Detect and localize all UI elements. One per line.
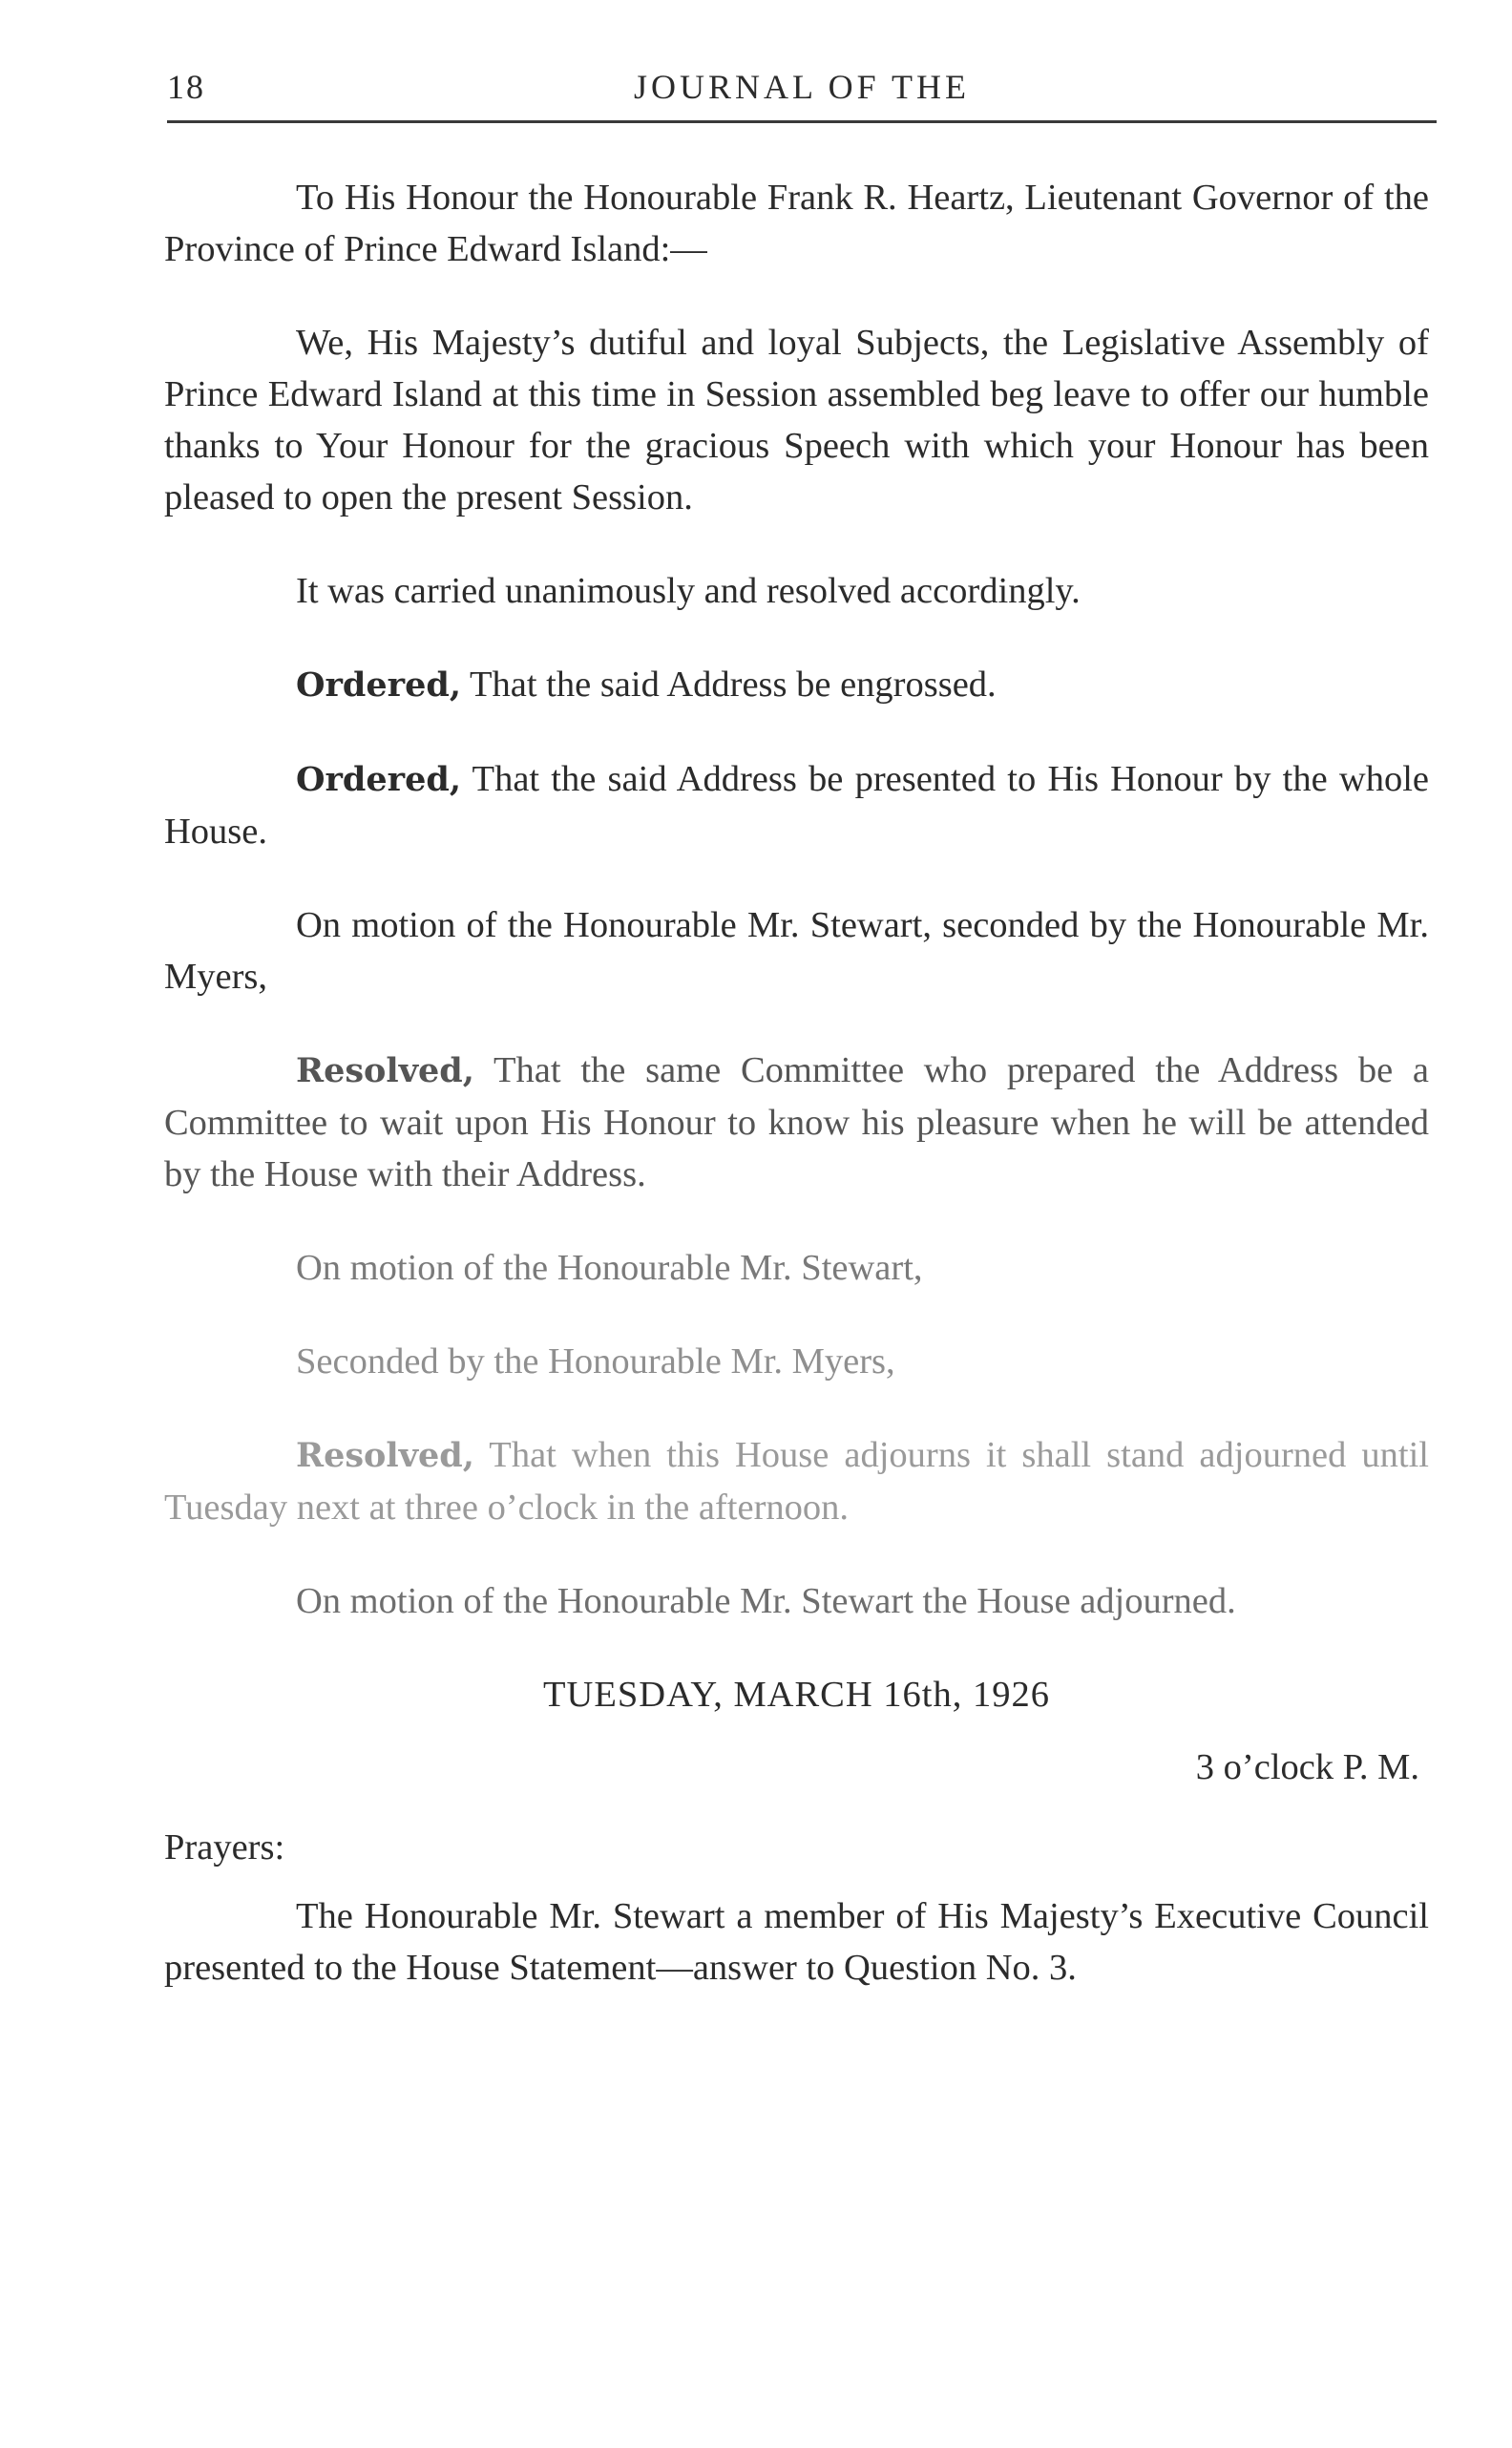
address-body: We, His Majesty’s dutiful and loyal Subjects, the Legislative Assembly of Prince Edward Island at this time in Session assembled beg leave to offer our humble thanks to Your Honour for the gracious Speech with which your Honour has been pleased to open the present Session. <box>164 323 1429 517</box>
resolution-committee <box>164 1045 1429 1200</box>
resolution-committee-text: That the same Committee who prepared the Address be a Committee to wait upon His Honour to know his pleasure when he will be attended by the House with their Address. <box>164 1050 1429 1194</box>
resolved-keyword: Resolved, <box>296 1436 474 1475</box>
resolution-adjourn-text: That when this House adjourns it shall stand adjourned until Tuesday next at three o’clock in the afternoon. <box>164 1435 1429 1528</box>
statement-presented: The Honourable Mr. Stewart a member of His Majesty’s Executive Council presented to the House Statement—answer to Question No. 3. <box>164 1896 1429 1988</box>
prayers-label: Prayers: <box>164 1827 285 1868</box>
journal-body <box>164 172 1429 2036</box>
page-number: 18 <box>167 68 205 106</box>
running-head: JOURNAL OF THE <box>633 68 970 106</box>
resolution-adjourn <box>164 1429 1429 1533</box>
session-date-heading: TUESDAY, MARCH 16th, 1926 <box>543 1675 1050 1715</box>
header-rule <box>167 120 1437 123</box>
order-presented <box>164 753 1429 857</box>
order-engrossed <box>164 659 1429 711</box>
carried-unanimously: It was carried unanimously and resolved accordingly. <box>296 571 1081 611</box>
motion-committee: On motion of the Honourable Mr. Stewart, seconded by the Honourable Mr. Myers, <box>164 905 1429 997</box>
address-salutation: To His Honour the Honourable Frank R. Heartz, Lieutenant Governor of the Province of Prince Edward Island:— <box>164 178 1429 269</box>
house-adjourned: On motion of the Honourable Mr. Stewart the House adjourned. <box>296 1581 1236 1621</box>
motion-adjourn: On motion of the Honourable Mr. Stewart, <box>296 1248 923 1288</box>
order-engrossed-text: That the said Address be engrossed. <box>461 665 997 705</box>
resolved-keyword: Resolved, <box>296 1051 474 1090</box>
seconded-adjourn: Seconded by the Honourable Mr. Myers, <box>296 1341 895 1382</box>
page-header <box>167 59 1437 113</box>
ordered-keyword: Ordered, <box>296 760 462 799</box>
session-time: 3 o’clock P. M. <box>1195 1747 1419 1787</box>
order-presented-text: That the said Address be presented to His Honour by the whole House. <box>164 759 1429 852</box>
ordered-keyword: Ordered, <box>296 665 462 705</box>
